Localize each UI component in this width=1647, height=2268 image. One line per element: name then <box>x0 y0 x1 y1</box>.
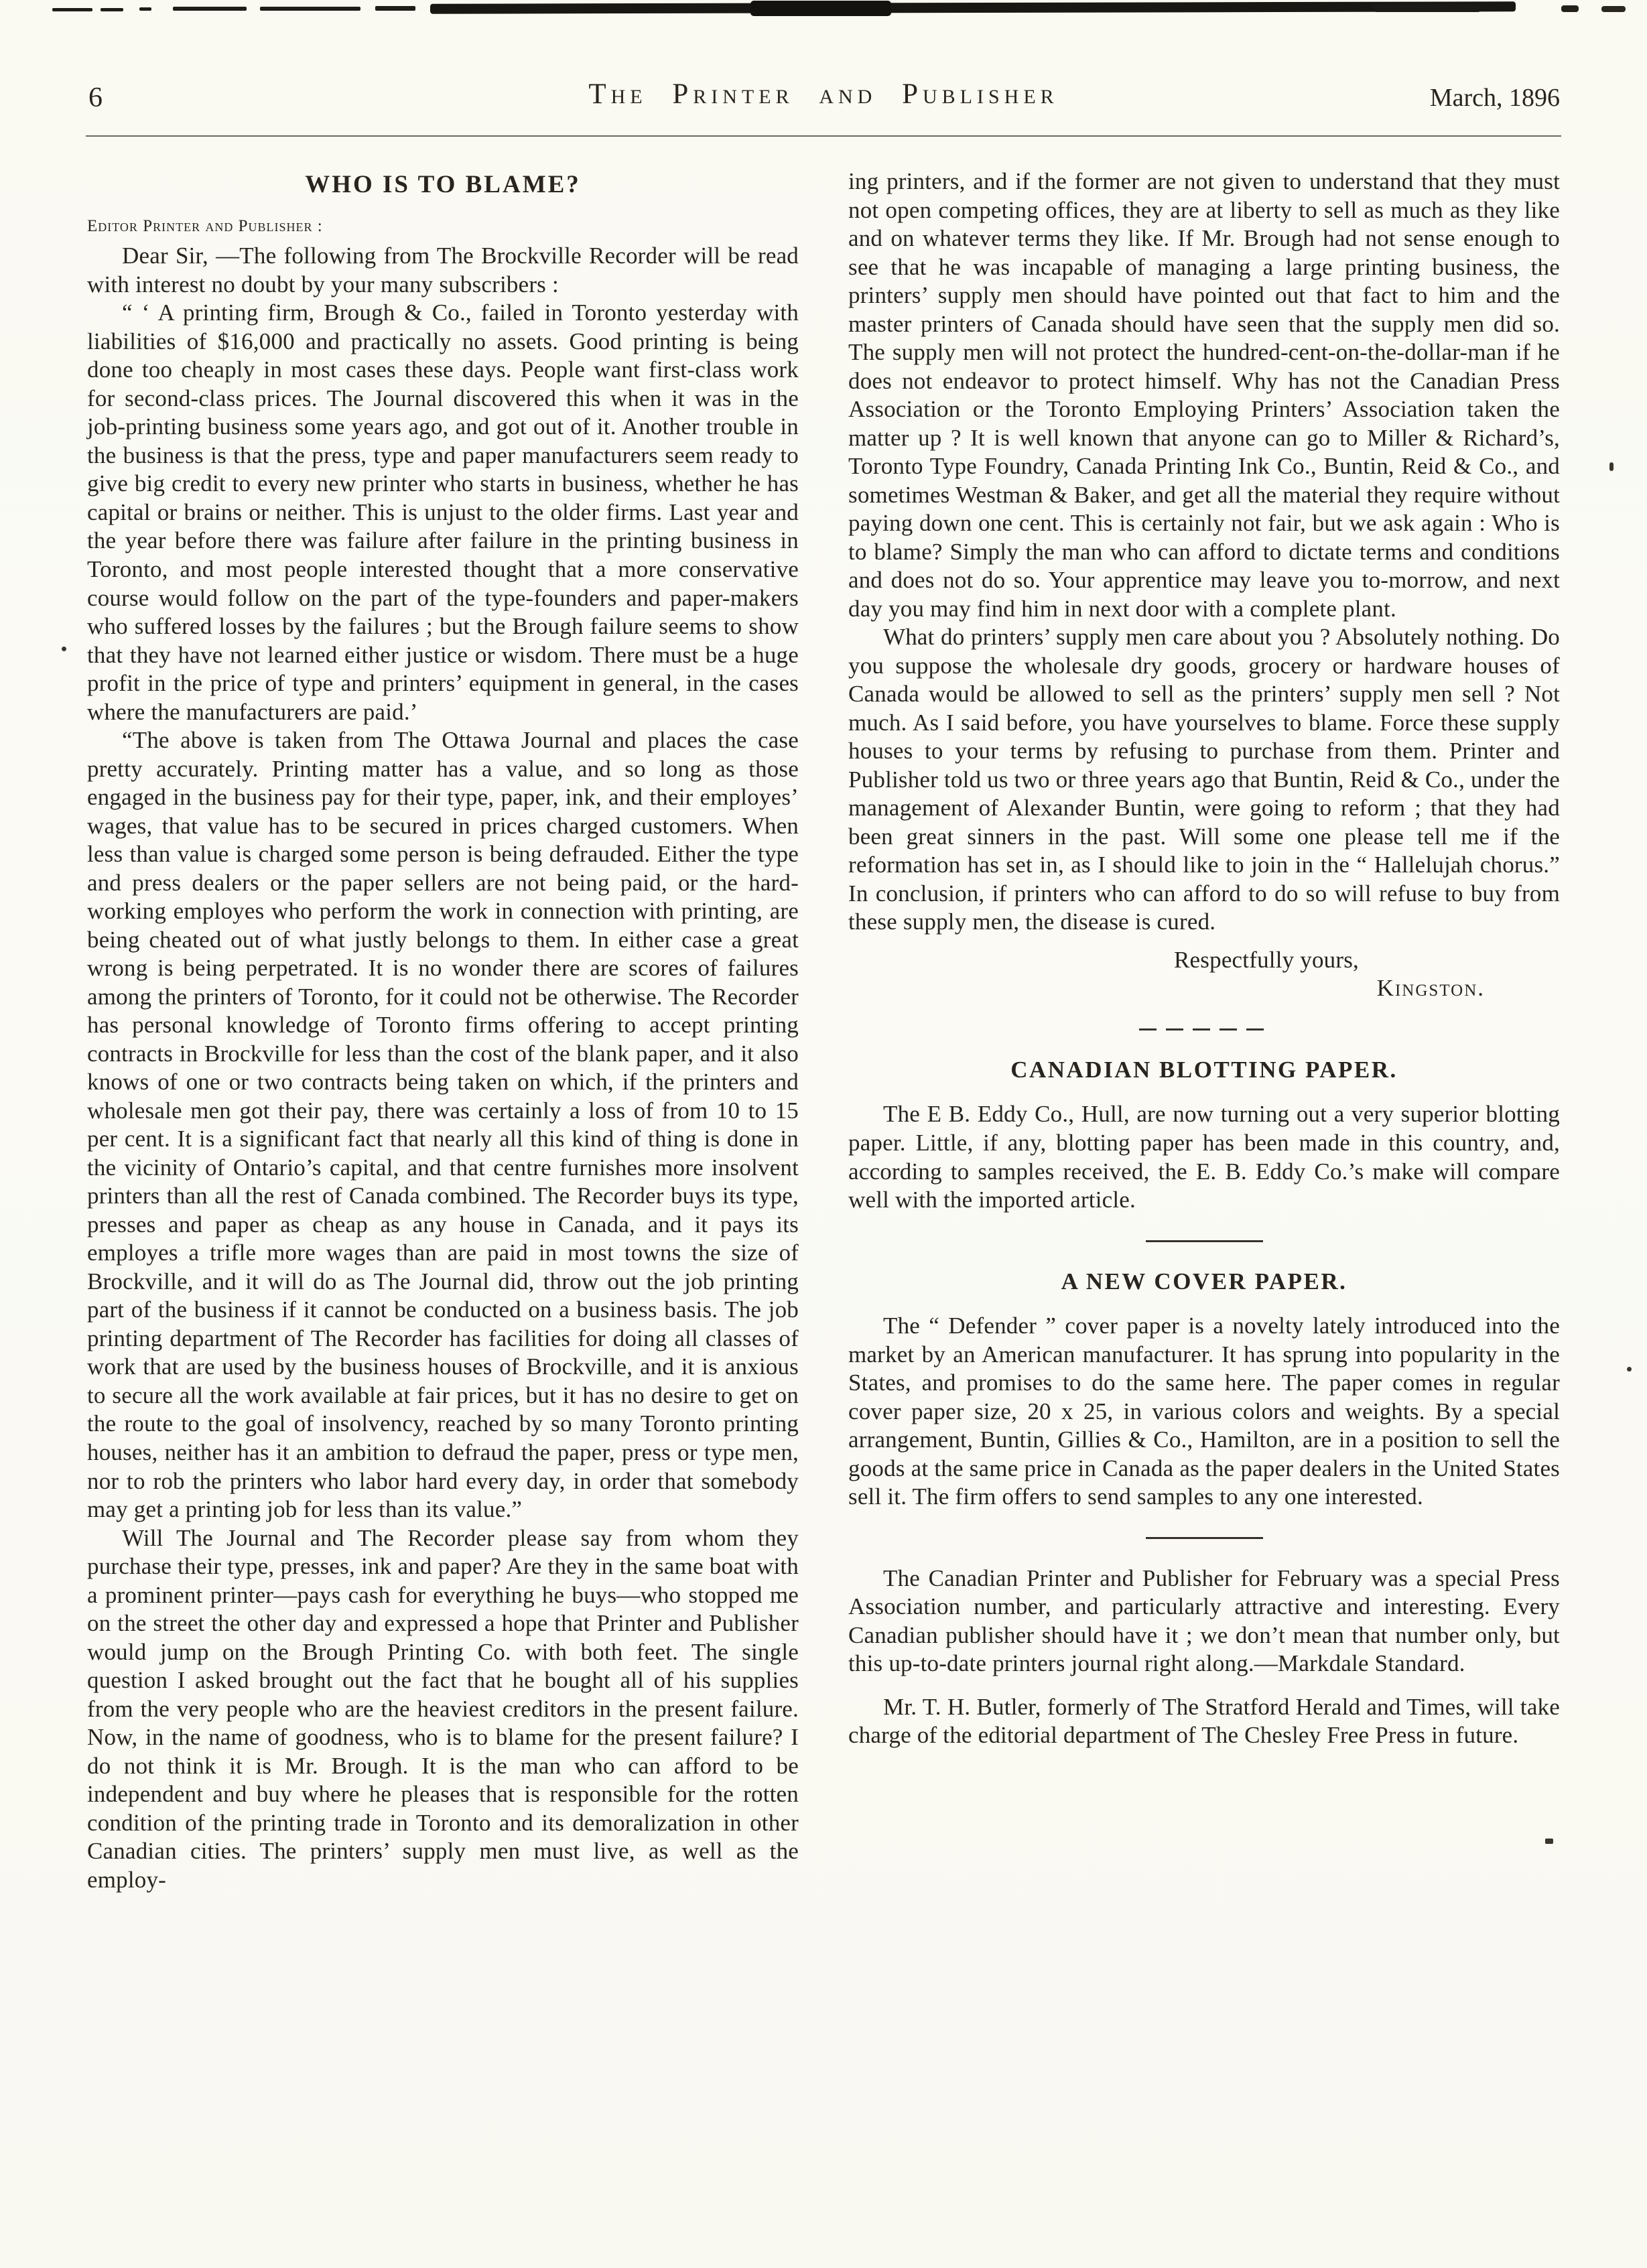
quoted-paragraph: “ ‘ A printing firm, Brough & Co., failed in Toronto yesterday with liabilities of $16,000 and practically no assets. Good printing is being done too cheaply in most cases these days. People want first-class work for second-class prices. The Journal discovered this when it was in the job-printing business some years ago, and got out of it. Another trouble in the business is that the press, type and paper manufacturers seem ready to give big credit to every new printer who starts in business, whether he has capital or brains or neither. This is unjust to the older firms. Last year and the year before there was failure after failure in the printing business in Toronto, and most people interested thought that a more conservative course would follow on the part of the type-founders and paper-makers who suffered losses by the failures ; but the Brough failure seems to show that they have not learned either justice or wisdom. There must be a huge profit in the price of type and printers’ equipment in general, in the cases where the manufacturers are paid.’ <box>87 299 799 725</box>
section-title: CANADIAN BLOTTING PAPER. <box>1010 1056 1398 1083</box>
ink-speck <box>1545 1839 1553 1844</box>
quoted-paragraph: “The above is taken from The Ottawa Journal and places the case pretty accurately. Printing matter has a value, and so long as those engaged in the business pay for their type, paper, ink, and their employes’ wages, that value has to be secured in prices charged customers. When less than value is charged some person is being defrauded. Either the type and press dealers or the paper sellers are not being paid, or the hard-working employes who perform the work in connection with printing, are being cheated out of what justly belongs to them. In either case a great wrong is being perpetrated. It is no wonder there are scores of failures among the printers of Toronto, for it could not be otherwise. The Recorder has personal knowledge of Toronto firms offering to accept printing contracts in Brockville for less than the cost of the blank paper, and it also knows of one or two contracts being taken on which, if the printers and wholesale men got their pay, there was certainly a loss of from 10 to 15 per cent. It is a significant fact that nearly all this kind of thing is done in the vicinity of Ontario’s capital, and that centre furnishes more insolvent printers than all the rest of Canada combined. The Recorder buys its type, presses and paper as cheap as any house in Canada, and it pays its employes a trifle more wages than are paid in most towns the size of Brockville, and it will do as The Journal did, throw out the job printing part of the business if it cannot be conducted on a business basis. The job printing department of The Recorder has facilities for doing all classes of work that are used by the business houses of Brockville, and it is anxious to secure all the work available at fair prices, but it has no desire to get on the route to the goal of insolvency, reached by so many Toronto printing houses, neither has it an ambition to defraud the paper, press or type men, nor to rob the printers who labor hard every day, in order that somebody may get a printing job for less than its value.” <box>87 727 799 1523</box>
signature-name: Kingston. <box>1376 975 1485 1002</box>
right-column <box>848 168 1560 1750</box>
section-divider <box>1146 1537 1263 1539</box>
paragraph: What do printers’ supply men care about you ? Absolutely nothing. Do you suppose the wholesale dry goods, grocery or hardware houses of Canada would be allowed to sell as the printers’ supply men sell ? Not much. As I said before, you have yourselves to blame. Force these supply houses to your terms by refusing to purchase from them. Printer and Publisher told us two or three years ago that Buntin, Reid & Co., under the management of Alexander Buntin, were going to reform ; that they had been great sinners in the past. Will some one please tell me if the reformation has set in, as I should like to join in the “ Hallelujah chorus.” In conclusion, if printers who can afford to do so will refuse to buy from these supply men, the disease is cured. <box>848 624 1560 935</box>
paragraph-continuation: ing printers, and if the former are not given to understand that they must not open competing offices, they are at liberty to sell as much as they like and on whatever terms they like. If Mr. Brough had not sense enough to see that he was incapable of managing a large printing business, the printers’ supply men should have pointed out that fact to him and the master printers of Canada should have seen that the supply men did so. The supply men will not protect the hundred-cent-on-the-dollar-man if he does not endeavor to protect himself. Why has not the Canadian Press Association or the Toronto Employing Printers’ Association taken the matter up ? It is well known that anyone can go to Miller & Richard’s, Toronto Type Foundry, Canada Printing Ink Co., Buntin, Reid & Co., and sometimes Westman & Baker, and get all the material they require without paying down one cent. This is certainly not fair, but we ask again : Who is to blame? Simply the man who can afford to dictate terms and conditions and does not do so. Your apprentice may leave you to-morrow, and next day you may find him in next door with a complete plant. <box>848 168 1560 622</box>
section-divider <box>1139 1028 1270 1030</box>
left-column <box>87 168 799 1894</box>
ink-speck <box>1627 1367 1632 1372</box>
scan-smudge <box>1561 5 1579 12</box>
section-title: A NEW COVER PAPER. <box>1061 1268 1347 1294</box>
section-divider <box>1146 1240 1263 1242</box>
section-new-cover-paper <box>848 1268 1560 1512</box>
scan-dash <box>139 7 151 11</box>
scan-dash <box>260 7 360 11</box>
scan-artifact-strip <box>0 0 1647 27</box>
issue-date: March, 1896 <box>1429 84 1560 112</box>
scan-smudge-bar <box>1374 4 1481 12</box>
section-canadian-blotting-paper <box>848 1056 1560 1215</box>
ink-speck <box>1609 462 1613 471</box>
two-column-body <box>87 168 1560 1894</box>
scan-dash <box>173 7 247 11</box>
paragraph: The “ Defender ” cover paper is a novelty lately introduced into the market by an American manufacturer. It has sprung into popularity in the States, and promises to do the same here. The paper comes in regular cover paper size, 20 x 25, in various colors and weights. By a special arrangement, Buntin, Gillies & Co., Hamilton, are in a position to sell the goods at the same price in Canada as the paper dealers in the United States sell it. The firm offers to send samples to any one interested. <box>848 1313 1560 1510</box>
header-rule <box>86 135 1561 137</box>
scan-dash <box>375 6 415 11</box>
page-number: 6 <box>88 82 103 113</box>
paragraph: The E B. Eddy Co., Hull, are now turning out a very superior blotting paper. Little, if any, blotting paper has been made in this country, and, according to samples received, the E. B. Eddy Co.’s make will compare well with the imported article. <box>848 1101 1560 1213</box>
scan-dash <box>101 8 123 11</box>
scan-smudge-bar <box>750 1 891 16</box>
editorial-note: The Canadian Printer and Publisher for February was a special Press Association number, and particularly attractive and interesting. Every Canadian publisher should have it ; we don’t mean that number only, but this up-to-date printers journal right along.—Markdale Standard. <box>848 1564 1560 1677</box>
letter-salutation: Editor Printer and Publisher : <box>87 216 323 235</box>
ink-speck <box>62 647 66 651</box>
scan-smudge <box>1601 6 1626 12</box>
scan-dash <box>52 8 92 11</box>
paragraph: Will The Journal and The Recorder please say from whom they purchase their type, presses, ink and paper? Are they in the same boat with a prominent printer—pays cash for everything he buys—who stopped me on the street the other day and expressed a hope that Printer and Publisher would jump on the Brough Printing Co. with both feet. The single question I asked brought out the fact that he bought all of his supplies from the very people who are the heaviest creditors in the present failure. Now, in the name of goodness, who is to blame for the present failure? I do not think it is Mr. Brough. It is the man who can afford to be independent and buy where he pleases that is responsible for the rotten condition of the printing trade in Toronto and its demoralization in other Canadian cities. The printers’ supply men must live, as well as the employ- <box>87 1524 799 1893</box>
editorial-note: Mr. T. H. Butler, formerly of The Stratford Herald and Times, will take charge of the editorial department of The Chesley Free Press in future. <box>848 1693 1560 1749</box>
article-title: WHO IS TO BLAME? <box>305 171 581 198</box>
letter-signature <box>848 946 1560 1003</box>
signature-closing: Respectfully yours, <box>1174 946 1359 973</box>
scan-smudge-bar <box>430 1 1516 13</box>
page-header <box>87 78 1560 117</box>
journal-title: The Printer and Publisher <box>588 78 1059 110</box>
paragraph: Dear Sir, —The following from The Brockville Recorder will be read with interest no doubt by your many subscribers : <box>87 243 799 297</box>
